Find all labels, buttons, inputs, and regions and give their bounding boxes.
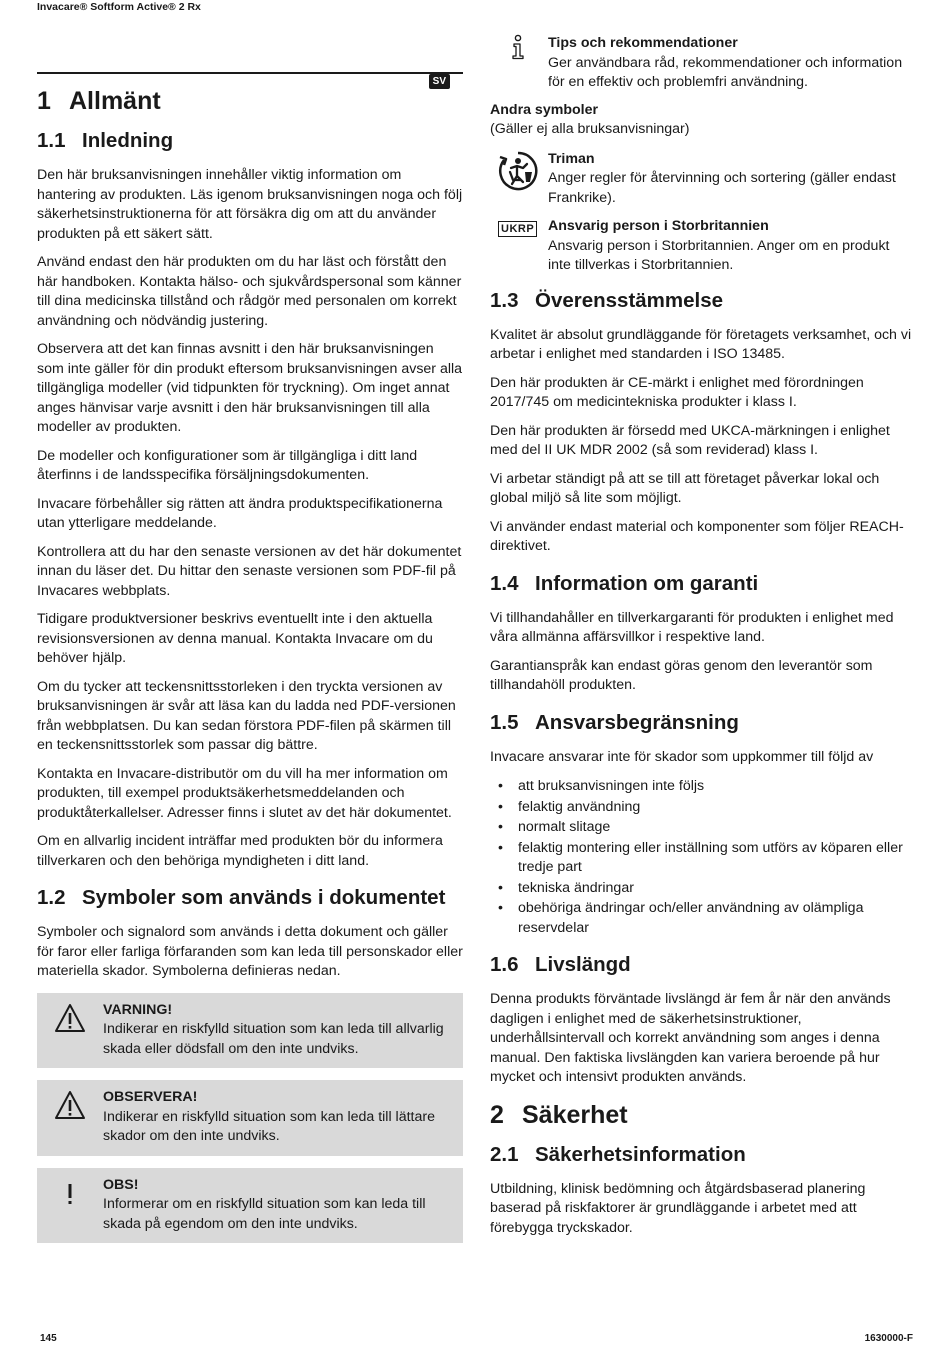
liability-list [490, 777, 916, 938]
paragraph: Garantianspråk kan endast göras genom den leverantör som tillhandahöll produkten. [490, 657, 873, 693]
section-1-3-heading [490, 288, 916, 314]
section-number: 1.6 [490, 953, 519, 976]
other-symbols-note: (Gäller ej alla bruksanvisningar) [490, 121, 690, 137]
section-1-6-heading [490, 952, 916, 978]
section-1-4-heading [490, 571, 916, 597]
other-symbols-heading: Andra symboler [490, 101, 599, 118]
paragraph: Observera att det kan finnas avsnitt i den här bruksanvisningen som inte gäller för din produkt eftersom bruksanvisningen avser alla tillgängliga modeller (vid tidpunkten för tryckning). Om inget annat anges hänvisar varje avsnitt i den här bruksanvisningen till alla modeller av produkten. [37, 341, 463, 435]
warning-triangle-icon [37, 1001, 103, 1060]
notice-box [37, 1168, 463, 1244]
section-number: 2.1 [490, 1142, 519, 1166]
paragraph: Vi använder endast material och komponenter som följer REACH-direktivet. [490, 518, 904, 554]
section-1-1-heading [37, 128, 463, 154]
ukrp-symbol-row [490, 217, 916, 276]
paragraph: Om en allvarlig incident inträffar med produkten bör du informera tillverkaren och den behöriga myndigheten i ditt land. [37, 833, 443, 869]
tips-symbol-row [490, 34, 916, 93]
section-1-5-heading [490, 710, 916, 736]
list-item: • att bruksanvisningen inte följs [490, 777, 916, 797]
section-title: Information om garanti [535, 571, 759, 595]
paragraph: Den här produkten är CE-märkt i enlighet med förordningen 2017/745 om medicintekniska produkter i klass I. [490, 374, 864, 410]
exclamation-icon [37, 1176, 103, 1235]
paragraph: De modeller och konfigurationer som är tillgängliga i ditt land återfinns i de landsspecifika försäljningsdokumenten. [37, 447, 418, 483]
caution-text: Indikerar en riskfylld situation som kan leda till lättare skador om den inte undviks. [103, 1108, 435, 1144]
paragraph: Använd endast den här produkten om du har läst och förstått den här handboken. Kontakta hälso- och sjukvårdspersonal som känner till dina medicinska tillstånd och rådgör med personalen om korrekt användning och nödvändig justering. [37, 254, 462, 329]
tips-title: Tips och rekommendationer [548, 35, 738, 51]
warning-text: Indikerar en riskfylld situation som kan leda till allvarlig skada eller dödsfall om den inte undviks. [103, 1021, 444, 1057]
section-title: Symboler som används i dokumentet [82, 886, 446, 909]
language-badge: SV [429, 74, 450, 89]
left-column [37, 60, 463, 1255]
right-column [490, 34, 916, 1247]
section-title: Överensstämmelse [535, 288, 724, 312]
section-number: 1.1 [37, 129, 66, 152]
list-item: • obehöriga ändringar och/eller användning av olämpliga reservdelar [490, 899, 916, 938]
section-1-2-heading [37, 885, 463, 911]
section-title: Ansvarsbegränsning [535, 710, 739, 734]
list-item: • felaktig användning [490, 798, 916, 818]
chapter-1-heading [37, 86, 463, 116]
section-2-1-heading [490, 1142, 916, 1168]
ukrp-text: Ansvarig person i Storbritannien. Anger om en produkt inte tillverkas i Storbritannien. [548, 237, 890, 273]
section-number: 1.3 [490, 288, 519, 312]
list-item: • felaktig montering eller inställning som utförs av köparen eller tredje part [490, 839, 916, 878]
chapter-title: Allmänt [69, 87, 161, 115]
tips-text: Ger användbara råd, rekommendationer och information för en effektiv och problemfri användning. [548, 54, 903, 90]
chapter-title: Säkerhet [522, 1100, 628, 1129]
paragraph: Kvalitet är absolut grundläggande för företagets verksamhet, och vi arbetar i enlighet med standarden i ISO 13485. [490, 326, 912, 362]
section-title: Inledning [82, 129, 174, 152]
paragraph: Denna produkts förväntade livslängd är fem år när den används dagligen i enlighet med de säkerhetsinstruktioner, underhållsintervall och korrekt användning som anges i denna manual. Den faktiska livslängden kan variera beroende på hur mycket och intensivt produkten används. [490, 991, 891, 1085]
chapter-number: 2 [490, 1100, 504, 1129]
chapter-2-heading [490, 1100, 916, 1130]
page-number: 145 [40, 1333, 57, 1344]
document-number: 1630000-F [864, 1333, 913, 1344]
warning-box [37, 993, 463, 1069]
caution-triangle-icon [37, 1088, 103, 1147]
caution-title: OBSERVERA! [103, 1089, 198, 1105]
triman-title: Triman [548, 150, 595, 167]
paragraph: Invacare ansvarar inte för skador som uppkommer till följd av [490, 748, 874, 765]
section-number: 1.4 [490, 571, 519, 595]
triman-icon [490, 150, 548, 192]
chapter-rule [37, 72, 463, 74]
ukrp-icon: UKRP [498, 221, 537, 237]
paragraph: Tidigare produktversioner beskrivs eventuellt inte i den aktuella revisionsversionen av denna manual. Kontakta Invacare om du behöver hjälp. [37, 611, 433, 666]
paragraph: Invacare förbehåller sig rätten att ändra produktspecifikationerna utan ytterligare meddelande. [37, 495, 443, 531]
paragraph: Kontakta en Invacare-distributör om du vill ha mer information om produkten, till exempel produktsäkerhetsmeddelanden och produktåterkallelser. Adresser finns i slutet av det här dokumentet. [37, 765, 452, 821]
ukrp-title: Ansvarig person i Storbritannien [548, 218, 769, 234]
paragraph: Den här produkten är försedd med UKCA-märkningen i enlighet med del II UK MDR 2002 (så som reviderad) klass I. [490, 422, 890, 458]
list-item: • normalt slitage [490, 818, 916, 838]
paragraph: Vi arbetar ständigt på att se till att företaget påverkar lokal och global miljö så lite som möjligt. [490, 470, 880, 506]
paragraph: Vi tillhandahåller en tillverkargaranti för produkten i enlighet med våra allmänna affärsvillkor i respektive land. [490, 609, 894, 645]
paragraph: Den här bruksanvisningen innehåller viktig information om hantering av produkten. Läs igenom bruksanvisningen noga och följ säkerhetsinstruktionerna för att försäkra dig om att du använder produkten på ett säkert sätt. [37, 167, 463, 242]
triman-text: Anger regler för återvinning och sortering (gäller endast Frankrike). [548, 170, 896, 206]
section-number: 1.5 [490, 710, 519, 734]
chapter-number: 1 [37, 87, 51, 115]
paragraph: Symboler och signalord som används i detta dokument och gäller för faror eller farliga förfaranden som kan leda till personskador eller materiella skador. Symbolerna definieras nedan. [37, 924, 463, 979]
section-number: 1.2 [37, 886, 66, 909]
warning-title: VARNING! [103, 1001, 173, 1018]
section-title: Säkerhetsinformation [535, 1142, 746, 1166]
running-title: Invacare® Softform Active® 2 Rx [37, 1, 201, 13]
section-title: Livslängd [535, 953, 631, 976]
paragraph: Utbildning, klinisk bedömning och åtgärdsbaserad planering baserad på riskfaktorer är grundläggande i arbetet med att förebygga tryckskador. [490, 1180, 866, 1236]
info-icon [490, 34, 548, 60]
triman-symbol-row [490, 150, 916, 209]
notice-title: OBS! [103, 1176, 139, 1193]
paragraph: Om du tycker att teckensnittsstorleken i den tryckta versionen av bruksanvisningen är svår att läsa kan du ladda ned PDF-versionen från webbplatsen. Du kan sedan förstora PDF-filen på skärmen till en teckensnittsstorlek som passar dig bättre. [37, 678, 456, 753]
notice-text: Informerar om en riskfylld situation som kan leda till skada på egendom om den inte undviks. [103, 1196, 426, 1232]
paragraph: Kontrollera att du har den senaste versionen av det här dokumentet innan du läser det. Du hittar den senaste versionen som PDF-fil på Invacares webbplats. [37, 543, 462, 599]
list-item: • tekniska ändringar [490, 879, 916, 899]
caution-box [37, 1080, 463, 1156]
